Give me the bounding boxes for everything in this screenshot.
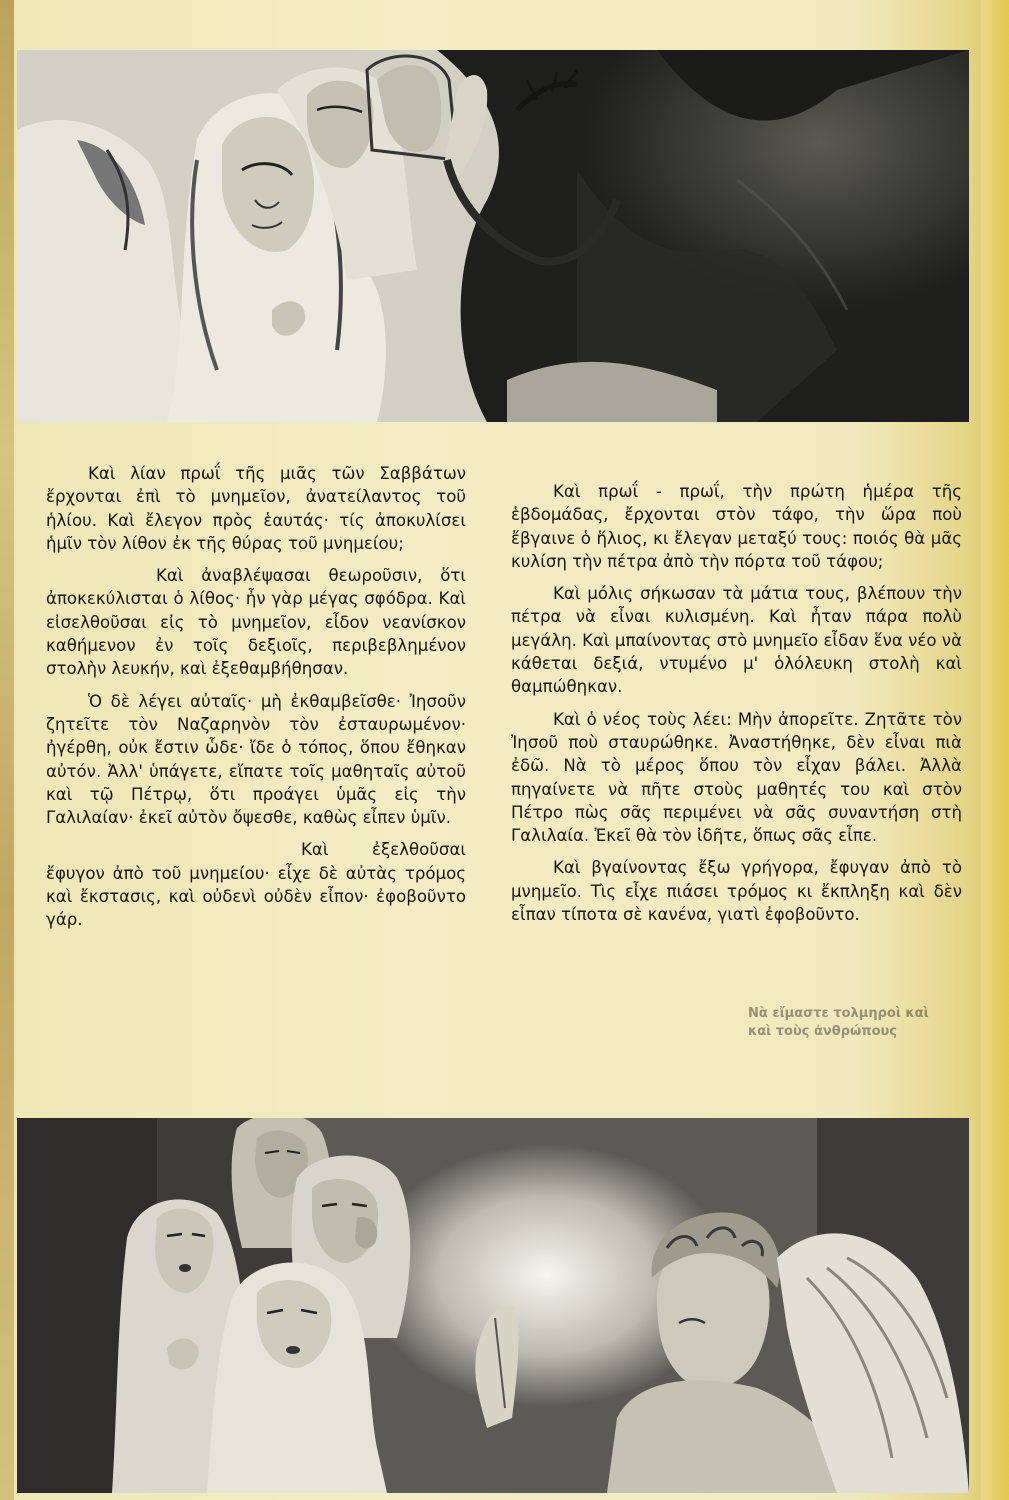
left-paragraph-3: Ὁ δὲ λέγει αὐταῖς· μὴ ἐκθαμβεῖσθε· Ἰησοῦν ζητεῖτε τὸν Ναζαρηνὸν τὸν ἐσταυρωμένον· ἠγέρθη, οὐκ ἔστιν ὧδε· ἴδε ὁ τόπος, ὅπου ἔθηκαν αὐτόν. Ἀλλ' ὑπάγετε, εἴπατε τοῖς μαθηταῖς αὐτοῦ καὶ τῷ Πέτρῳ, ὅτι προάγει ὑμᾶς εἰς τὴν Γαλιλαίαν· ἐκεῖ αὐτὸν ὄψεσθε, καθὼς εἶπεν ὑμῖν. [46, 691, 466, 828]
bottom-illustration-angel-and-women [17, 1118, 969, 1493]
left-paragraph-4: Καὶ ἐξελθοῦσαι ἔφυγον ἀπὸ τοῦ μνημείου· εἶχε δὲ αὐτὰς τρόμος καὶ ἔκστασις, καὶ οὐδενὶ οὐδὲν εἶπον· ἐφοβοῦντο γάρ. [46, 840, 466, 930]
right-paragraph-1: Καὶ πρωΐ - πρωΐ, τὴν πρώτη ἡμέρα τῆς ἑβδομάδας, ἔρχονται στὸν τάφο, τὴν ὥρα ποὺ ἔβγαινε ὁ ἥλιος, κι ἔλεγαν μεταξύ τους: ποιός θὰ μᾶς κυλίση τὴν πέτρα ἀπὸ τὴν πόρτα τοῦ τάφου; [511, 482, 962, 571]
bleed-through-line-1: Νὰ εἴμαστε τολμηροὶ καὶ [748, 1006, 929, 1021]
left-paragraph-1: Καὶ λίαν πρωΐ τῆς μιᾶς τῶν Σαββάτων ἔρχονται ἐπὶ τὸ μνημεῖον, ἀνατείλαντος τοῦ ἡλίου. Καὶ ἔλεγον πρὸς ἑαυτάς· τίς ἀποκυλίσει ἡμῖν τὸν λίθον ἐκ τῆς θύρας τοῦ μνημείου; [46, 464, 466, 553]
top-illustration-women-at-tomb [17, 50, 969, 422]
left-paragraph-2: Καὶ ἀναβλέψασαι θεωροῦσιν, ὅτι ἀποκεκύλισται ὁ λίθος· ἦν γὰρ μέγας σφόδρα. Καὶ εἰσελθοῦσαι εἰς τὸ μνημεῖον, εἶδον νεανίσκον καθήμενον ἐν τοῖς δεξιοῖς, περιβεβλημένον στολὴν λευκήν, καὶ ἐξεθαμβήθησαν. [46, 566, 466, 679]
right-paragraph-4: Καὶ βγαίνοντας ἔξω γρήγορα, ἔφυγαν ἀπὸ τὸ μνημεῖο. Τὶς εἶχε πιάσει τρόμος κι ἔκπληξη καὶ δὲν εἶπαν τίποτα σὲ κανένα, γιατὶ ἐφοβοῦντο. [511, 858, 962, 925]
ancient-greek-text-column [46, 462, 466, 941]
right-paragraph-2: Καὶ μόλις σήκωσαν τὰ μάτια τους, βλέπουν τὴν πέτρα νὰ εἶναι κυλισμένη. Καὶ ἦταν πάρα πολὺ μεγάλη. Καὶ μπαίνοντας στὸ μνημεῖο εἶδαν ἕνα νέο νὰ κάθεται δεξιά, ντυμένο μ' ὁλόλευκη στολὴ καὶ θαμπώθηκαν. [511, 584, 963, 697]
page-right-edge [981, 0, 1009, 1500]
bleed-through-text [748, 1005, 973, 1041]
top-illustration-svg [17, 50, 969, 422]
right-paragraph-3: Καὶ ὁ νέος τοὺς λέει: Μὴν ἀπορεῖτε. Ζητᾶτε τὸν Ἰησοῦ ποὺ σταυρώθηκε. Ἀναστήθηκε, δὲν εἶναι πιὰ ἐδῶ. Νὰ τὸ μέρος ὅπου τὸν εἶχαν βάλει. Ἀλλὰ πηγαίνετε νὰ πῆτε στοὺς μαθητές του καὶ στὸν Πέτρο πὼς σᾶς περιμένει νὰ σᾶς συναντήση στὴ Γαλιλαία. Ἐκεῖ θὰ τὸν ἰδῆτε, ὅπως σᾶς εἶπε. [511, 709, 962, 846]
bottom-illustration-svg [17, 1118, 969, 1493]
page-left-edge [0, 0, 14, 1500]
bleed-through-line-2: καὶ τοὺς ἀνθρώπους [748, 1024, 898, 1039]
modern-greek-text-column [511, 480, 962, 935]
